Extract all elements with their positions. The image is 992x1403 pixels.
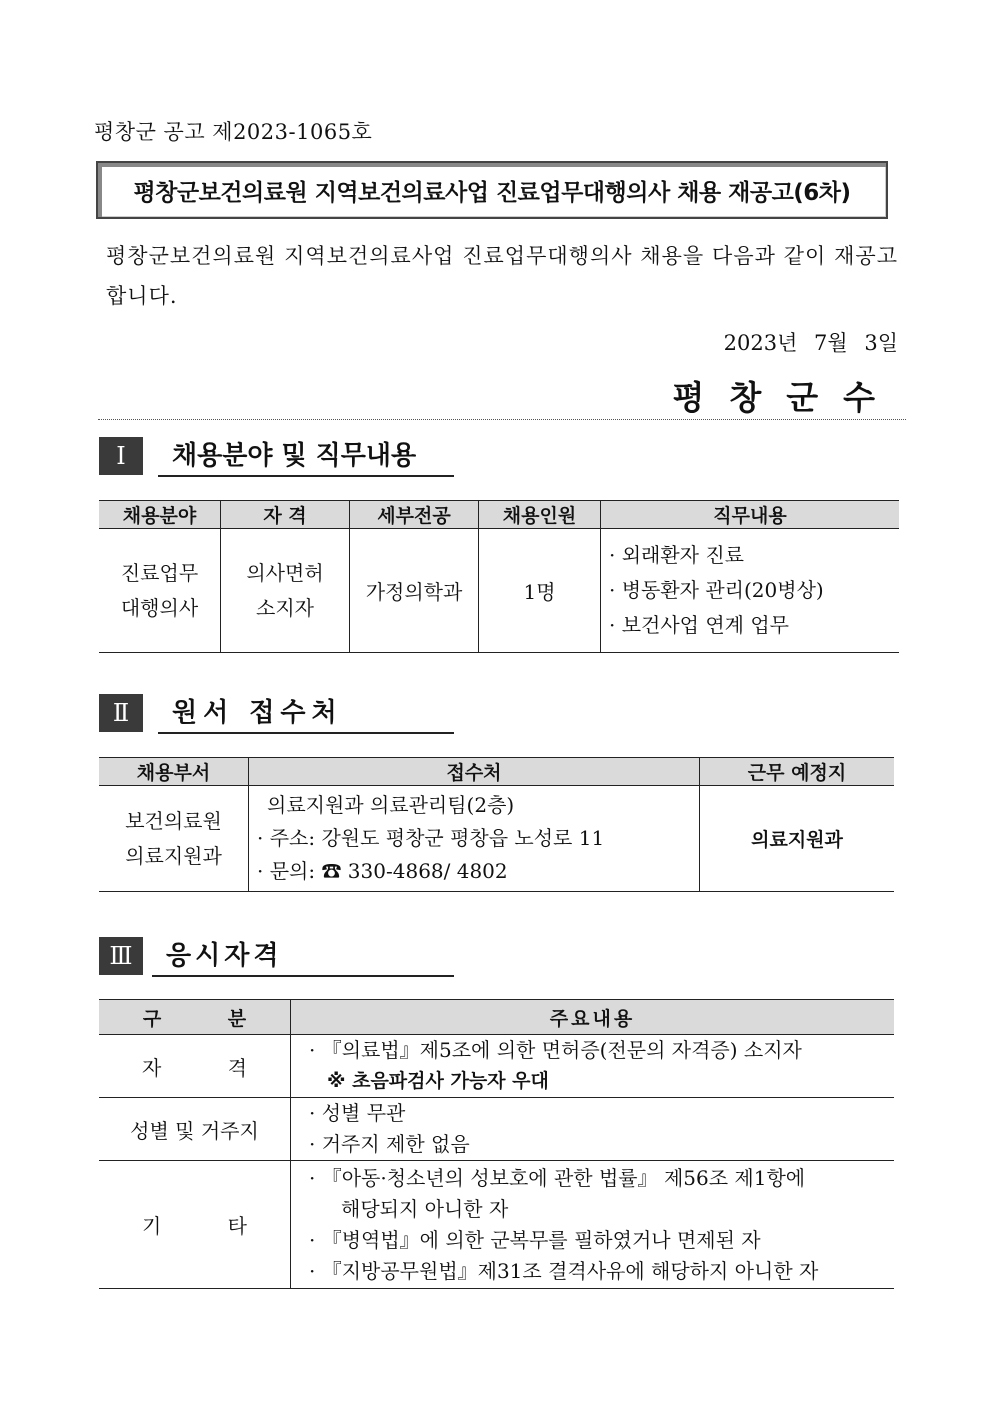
label-cell: 자 격	[99, 1035, 291, 1098]
dept-line: 의료지원과	[125, 843, 222, 868]
table-header: 자 격	[221, 501, 350, 529]
table-header: 직무내용	[601, 501, 900, 529]
notice-number: 평창군 공고 제2023-1065호	[94, 120, 373, 144]
divider	[98, 419, 906, 420]
content-line: · 『지방공무원법』제31조 결격사유에 해당하지 아니한 자	[309, 1258, 819, 1283]
major-cell: 가정의학과	[350, 529, 479, 653]
section1-number: Ⅰ	[99, 437, 143, 475]
content-cell	[291, 1098, 895, 1161]
table-header: 주요내용	[291, 1000, 895, 1035]
title-box	[96, 161, 888, 219]
section1-table	[99, 500, 899, 653]
qualification-line: 의사면허	[246, 560, 324, 585]
count-cell: 1명	[479, 529, 601, 653]
table-header: 채용인원	[479, 501, 601, 529]
section2-title: 원서 접수처	[158, 694, 454, 734]
table-header: 세부전공	[350, 501, 479, 529]
table-cell	[221, 529, 350, 653]
table-header: 근무 예정지	[700, 758, 895, 786]
reception-line: 의료지원과 의료관리팀(2층)	[267, 793, 515, 817]
document-title: 평창군보건의료원 지역보건의료사업 진료업무대행의사 채용 재공고(6차)	[133, 179, 851, 206]
content-line: · 『아동·청소년의 성보호에 관한 법률』 제56조 제1항에	[309, 1165, 806, 1190]
section3-number: Ⅲ	[99, 937, 143, 975]
content-cell	[291, 1161, 895, 1289]
table-cell	[99, 529, 221, 653]
duties-cell	[601, 529, 900, 653]
table-cell	[99, 786, 249, 892]
section2-table	[99, 757, 894, 892]
content-cell	[291, 1035, 895, 1098]
dept-line: 보건의료원	[125, 808, 222, 833]
table-header: 채용부서	[99, 758, 249, 786]
table-header: 구 분	[99, 1000, 291, 1035]
content-line: 해당되지 아니한 자	[341, 1196, 509, 1221]
reception-line: · 주소: 강원도 평창군 평창읍 노성로 11	[257, 826, 605, 850]
section3-table	[99, 999, 894, 1289]
content-line: · 『의료법』제5조에 의한 면허증(전문의 자격증) 소지자	[309, 1038, 802, 1062]
field-line: 대행의사	[120, 595, 199, 620]
section2-number: Ⅱ	[99, 694, 143, 732]
content-line: ※ 초음파검사 가능자 우대	[327, 1070, 549, 1092]
content-line: · 거주지 제한 없음	[309, 1132, 470, 1156]
duty-item: · 보건사업 연계 업무	[609, 613, 789, 637]
duty-item: · 병동환자 관리(20병상)	[609, 578, 824, 602]
intro-text: 평창군보건의료원 지역보건의료사업 진료업무대행의사 채용을 다음과 같이 재공고합니다.	[106, 244, 898, 308]
duty-item: · 외래환자 진료	[609, 543, 744, 567]
issuer: 평창군수	[672, 378, 900, 417]
field-line: 진료업무	[120, 560, 199, 585]
table-header: 채용분야	[99, 501, 221, 529]
section1-title: 채용분야 및 직무내용	[158, 437, 454, 477]
reception-cell	[249, 786, 700, 892]
label-cell: 기 타	[99, 1161, 291, 1289]
qualification-line: 소지자	[256, 595, 314, 620]
label-cell: 성별 및 거주지	[99, 1098, 291, 1161]
content-line: · 성별 무관	[309, 1101, 406, 1125]
workplace-cell: 의료지원과	[700, 786, 895, 892]
reception-line: · 문의: ☎ 330-4868/ 4802	[257, 859, 508, 883]
content-line: · 『병역법』에 의한 군복무를 필하였거나 면제된 자	[309, 1227, 761, 1252]
notice-date: 2023년 7월 3일	[723, 331, 898, 355]
section3-title: 응시자격	[152, 937, 454, 977]
table-header: 접수처	[249, 758, 700, 786]
